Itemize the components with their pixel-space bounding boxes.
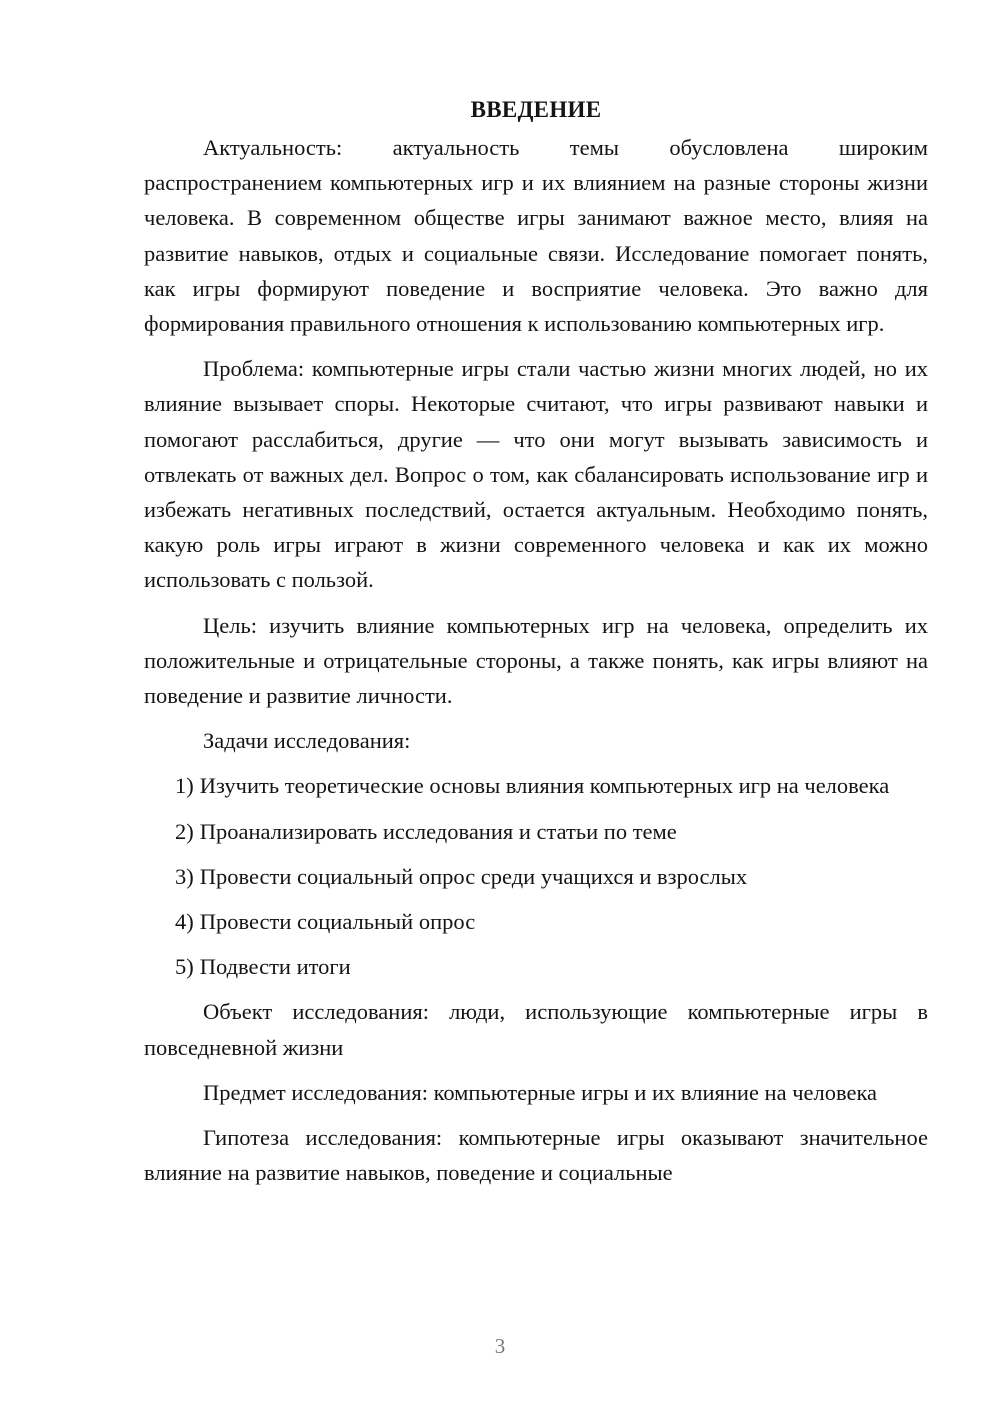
list-item xyxy=(144,904,928,939)
goal-paragraph: Цель: изучить влияние компьютерных игр на человека, определить их положительные и отрицательные стороны, а также понять, как игры влияют на поведение и развитие личности. xyxy=(144,612,928,709)
tasks-list xyxy=(144,768,928,984)
list-item-text: Провести социальный опрос среди учащихся и взрослых xyxy=(199,863,748,889)
section-heading: ВВЕДЕНИЕ xyxy=(470,97,602,122)
subject-paragraph: Предмет исследования: компьютерные игры и их влияние на человека xyxy=(203,1079,878,1105)
list-item xyxy=(144,949,928,984)
tasks-heading: Задачи исследования: xyxy=(203,728,411,754)
list-item-text: Изучить теоретические основы влияния компьютерных игр на человека xyxy=(199,773,890,799)
relevance-paragraph: Актуальность: актуальность темы обусловлена широким распространением компьютерных игр и их влиянием на разные стороны жизни человека. В современном обществе игры занимают важное место, влияя на развитие навыков, отдых и социальные связи. Исследование помогает понять, как игры формируют поведение и восприятие человека. Это важно для формирования правильного отношения к использованию компьютерных игр. xyxy=(144,135,928,337)
list-item-text: Проанализировать исследования и статьи по теме xyxy=(199,818,677,844)
list-item xyxy=(144,859,928,894)
object-paragraph: Объект исследования: люди, использующие компьютерные игры в повседневной жизни xyxy=(144,999,928,1060)
list-item-number: 2) xyxy=(175,818,194,844)
document-page xyxy=(144,92,928,1190)
problem-paragraph: Проблема: компьютерные игры стали частью жизни многих людей, но их влияние вызывает споры. Некоторые считают, что игры развивают навыки и помогают расслабиться, другие — что они могут вызывать зависимость и отвлекать от важных дел. Вопрос о том, как сбалансировать использование игр и избежать негативных последствий, остается актуальным. Необходимо понять, какую роль игры играют в жизни современного человека и как их можно использовать с пользой. xyxy=(144,356,928,593)
list-item-number: 4) xyxy=(175,909,194,935)
list-item-text: Подвести итоги xyxy=(199,954,351,980)
list-item xyxy=(144,814,928,849)
hypothesis-paragraph: Гипотеза исследования: компьютерные игры оказывают значительное влияние на развитие навыков, поведение и социальные xyxy=(144,1125,928,1186)
list-item-text: Провести социальный опрос xyxy=(199,909,476,935)
list-item xyxy=(144,768,928,803)
list-item-number: 3) xyxy=(175,863,194,889)
list-item-number: 1) xyxy=(175,773,194,799)
list-item-number: 5) xyxy=(175,954,194,980)
page-number: 3 xyxy=(494,1334,506,1358)
